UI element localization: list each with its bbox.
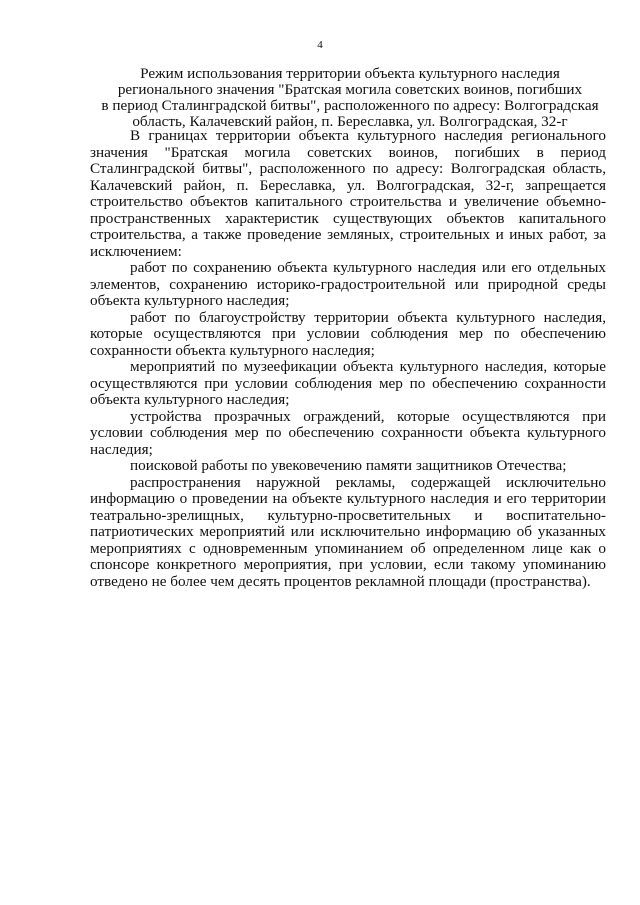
document-title bbox=[90, 66, 610, 130]
title-line: в период Сталинградской битвы", расположенного по адресу: Волгоградская bbox=[101, 97, 599, 114]
document-body bbox=[90, 128, 606, 590]
exception-item: мероприятий по музеефикации объекта культурного наследия, которые осуществляются при условии соблюдения мер по обеспечению сохранности объекта культурного наследия; bbox=[90, 358, 606, 408]
exception-item: устройства прозрачных ограждений, которые осуществляются при условии соблюдения мер по обеспечению сохранности объекта культурного наследия; bbox=[90, 407, 606, 458]
exception-item: поисковой работы по увековечению памяти защитников Отечества; bbox=[130, 457, 567, 474]
exception-item: работ по сохранению объекта культурного наследия или его отдельных элементов, сохранению историко-градостроительной или природной среды объекта культурного наследия; bbox=[90, 259, 606, 309]
intro-paragraph: В границах территории объекта культурного наследия регионального значения "Братская могила советских воинов, погибших в период Сталинградской битвы", расположенного по адресу: Волгоградская область, Калачевский район, п. Береславка, ул. Волгоградская, 32-г, запрещается строительство объектов капитального строительства и увеличение объемно-пространственных характеристик существующих объектов капитального строительства, а также проведение земляных, строительных и иных работ, за исключением: bbox=[90, 127, 606, 260]
title-line: регионального значения "Братская могила советских воинов, погибших bbox=[117, 81, 583, 98]
title-line: область, Калачевский район, п. Береславка, ул. Волгоградская, 32-г bbox=[132, 113, 568, 130]
exception-item: распространения наружной рекламы, содержащей исключительно информацию о проведении на объекте культурного наследия и его территории театрально-зрелищных, культурно-просветительных и воспитательно-патриотических мероприятий или исключительно информацию об указанных мероприятиях с одновременным упоминанием об определенном лице как о спонсоре конкретного мероприятия, при условии, если такому упоминанию отведено не более чем десять процентов рекламной площади (пространства). bbox=[90, 473, 606, 590]
page-number: 4 bbox=[317, 39, 323, 51]
exception-item: работ по благоустройству территории объекта культурного наследия, которые осуществляются при условии соблюдения мер по обеспечению сохранности объекта культурного наследия; bbox=[90, 308, 606, 359]
title-line: Режим использования территории объекта культурного наследия bbox=[140, 65, 560, 82]
